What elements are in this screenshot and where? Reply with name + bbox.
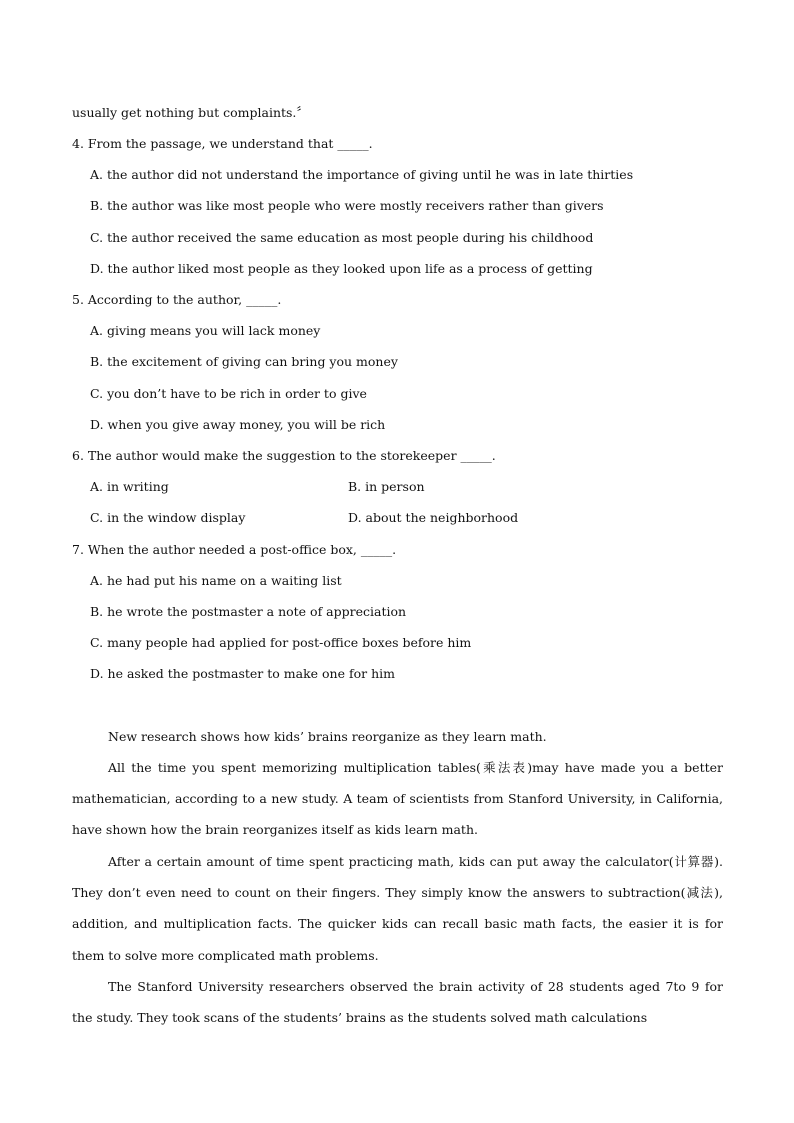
question-4-option-a: A. the author did not understand the importance of giving until he was in late thirties xyxy=(90,167,634,182)
question-4-option-d: D. the author liked most people as they looked upon life as a process of getting xyxy=(90,261,593,276)
question-5-stem: 5. According to the author, _____. xyxy=(72,292,282,307)
question-7-option-a: A. he had put his name on a waiting list xyxy=(90,573,342,588)
continued-text-line: usually get nothing but complaints.〞 xyxy=(72,105,309,120)
question-4-stem: 4. From the passage, we understand that _____. xyxy=(72,136,373,151)
passage-paragraph-2: After a certain amount of time spent practicing math, kids can put away the calculator(计算器). They don’t even need to count on their fingers. They simply know the answers to subtraction(减法), addition, and multiplication facts. The quicker kids can recall basic math facts, the easier it is for them to solve more complicated math problems. xyxy=(72,854,723,963)
question-6-option-c: C. in the window display xyxy=(90,510,246,525)
question-7-option-c: C. many people had applied for post-office boxes before him xyxy=(90,635,472,650)
question-5-option-b: B. the excitement of giving can bring you money xyxy=(90,354,398,369)
question-4-option-b: B. the author was like most people who were mostly receivers rather than givers xyxy=(90,198,604,213)
passage-paragraph-1: All the time you spent memorizing multiplication tables(乘法表)may have made you a better mathematician, according to a new study. A team of scientists from Stanford University, in California, have shown how the brain reorganizes itself as kids learn math. xyxy=(72,760,723,838)
passage-headline: New research shows how kids’ brains reorganize as they learn math. xyxy=(108,729,547,744)
passage-paragraph-3: The Stanford University researchers observed the brain activity of 28 students aged 7to 9 for the study. They took scans of the students’ brains as the students solved math calculations xyxy=(72,979,723,1026)
question-5-option-c: C. you don’t have to be rich in order to give xyxy=(90,386,367,401)
question-6-option-a: A. in writing xyxy=(90,479,169,494)
question-7-option-b: B. he wrote the postmaster a note of appreciation xyxy=(90,604,407,619)
question-7-stem: 7. When the author needed a post-office box, _____. xyxy=(72,542,397,557)
question-4-option-c: C. the author received the same education as most people during his childhood xyxy=(90,230,594,245)
question-6-option-d: D. about the neighborhood xyxy=(348,510,519,525)
question-6-stem: 6. The author would make the suggestion to the storekeeper _____. xyxy=(72,448,496,463)
question-7-option-d: D. he asked the postmaster to make one for him xyxy=(90,666,395,681)
question-6-option-b: B. in person xyxy=(348,479,425,494)
question-5-option-d: D. when you give away money, you will be rich xyxy=(90,417,386,432)
question-5-option-a: A. giving means you will lack money xyxy=(90,323,321,338)
